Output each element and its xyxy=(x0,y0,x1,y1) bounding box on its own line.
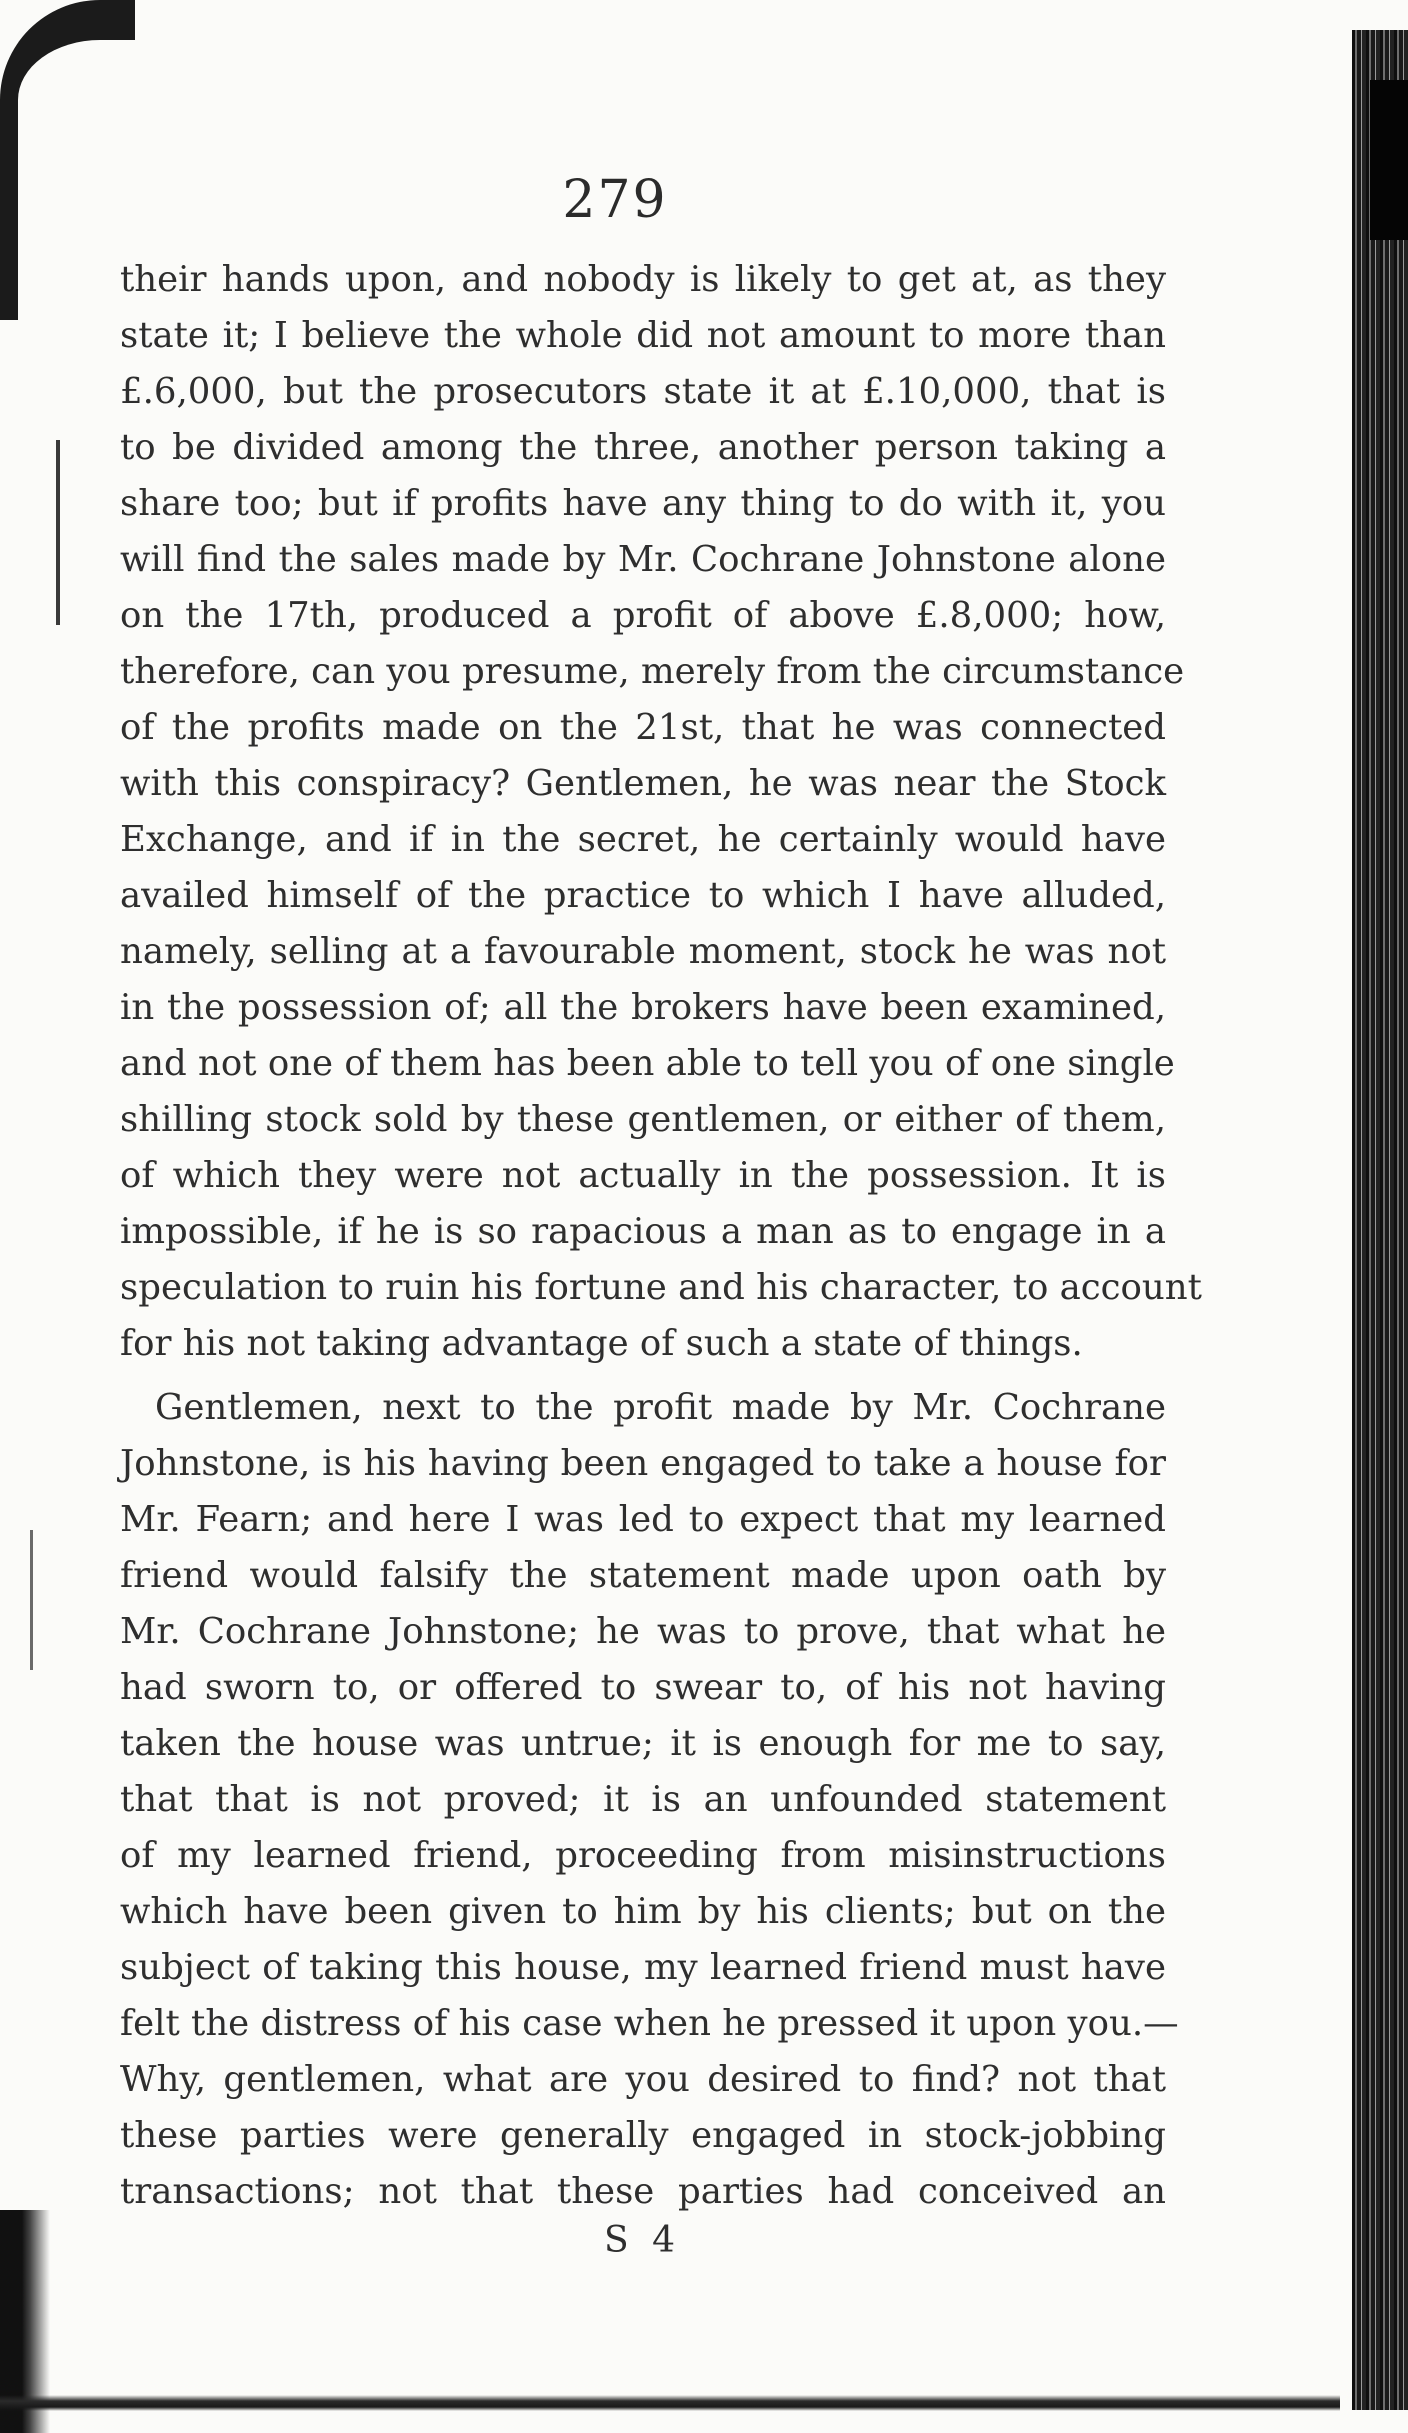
text-line: had sworn to, or offered to swear to, of his not having xyxy=(120,1667,1166,1708)
text-line: shilling stock sold by these gentlemen, or either of them, xyxy=(120,1099,1166,1140)
text-line: which have been given to him by his clients; but on the xyxy=(120,1891,1166,1932)
text-line: subject of taking this house, my learned friend must have xyxy=(120,1947,1166,1988)
signature-mark: S 4 xyxy=(604,2220,682,2261)
text-line: Gentlemen, next to the profit made by Mr. Cochrane xyxy=(155,1387,1166,1428)
text-line: these parties were generally engaged in stock-jobbing xyxy=(120,2115,1166,2156)
text-line: Mr. Cochrane Johnstone; he was to prove, that what he xyxy=(120,1611,1166,1652)
text-line: and not one of them has been able to tell you of one single xyxy=(120,1043,1175,1084)
text-line: of the profits made on the 21st, that he was connected xyxy=(120,707,1166,748)
text-line: that that is not proved; it is an unfounded statement xyxy=(120,1779,1166,1820)
book-binding-edge xyxy=(1352,30,1408,2410)
page-number: 279 xyxy=(562,170,668,230)
text-line: their hands upon, and nobody is likely to get at, as they xyxy=(120,259,1166,300)
text-line: state it; I believe the whole did not amount to more than xyxy=(120,315,1166,356)
text-line: for his not taking advantage of such a state of things. xyxy=(120,1323,1083,1364)
scan-corner-shadow xyxy=(0,0,135,320)
text-line: Mr. Fearn; and here I was led to expect that my learned xyxy=(120,1499,1166,1540)
text-line: on the 17th, produced a profit of above £.8,000; how, xyxy=(120,595,1166,636)
margin-mark xyxy=(30,1530,33,1670)
text-line: availed himself of the practice to which I have alluded, xyxy=(120,875,1166,916)
text-line: share too; but if profits have any thing to do with it, you xyxy=(120,483,1166,524)
text-line: friend would falsify the statement made upon oath by xyxy=(120,1555,1166,1596)
text-line: speculation to ruin his fortune and his character, to account xyxy=(120,1267,1202,1308)
text-line: felt the distress of his case when he pressed it upon you.— xyxy=(120,2003,1179,2044)
text-line: £.6,000, but the prosecutors state it at £.10,000, that is xyxy=(120,371,1166,412)
text-line: with this conspiracy? Gentlemen, he was near the Stock xyxy=(120,763,1166,804)
margin-mark xyxy=(56,440,60,625)
text-line: of which they were not actually in the possession. It is xyxy=(120,1155,1166,1196)
text-line: Why, gentlemen, what are you desired to find? not that xyxy=(120,2059,1166,2100)
text-line: impossible, if he is so rapacious a man as to engage in a xyxy=(120,1211,1166,1252)
text-line: therefore, can you presume, merely from the circumstance xyxy=(120,651,1185,692)
text-line: transactions; not that these parties had conceived an xyxy=(120,2171,1166,2212)
text-line: in the possession of; all the brokers have been examined, xyxy=(120,987,1166,1028)
book-binding-edge xyxy=(1370,80,1408,240)
text-line: to be divided among the three, another person taking a xyxy=(120,427,1166,468)
text-line: Johnstone, is his having been engaged to take a house for xyxy=(120,1443,1166,1484)
text-line: Exchange, and if in the secret, he certainly would have xyxy=(120,819,1166,860)
text-line: namely, selling at a favourable moment, stock he was not xyxy=(120,931,1166,972)
text-line: of my learned friend, proceeding from misinstructions xyxy=(120,1835,1166,1876)
page-edge-shadow xyxy=(0,2395,1340,2411)
text-line: taken the house was untrue; it is enough for me to say, xyxy=(120,1723,1166,1764)
text-line: will find the sales made by Mr. Cochrane Johnstone alone xyxy=(120,539,1166,580)
